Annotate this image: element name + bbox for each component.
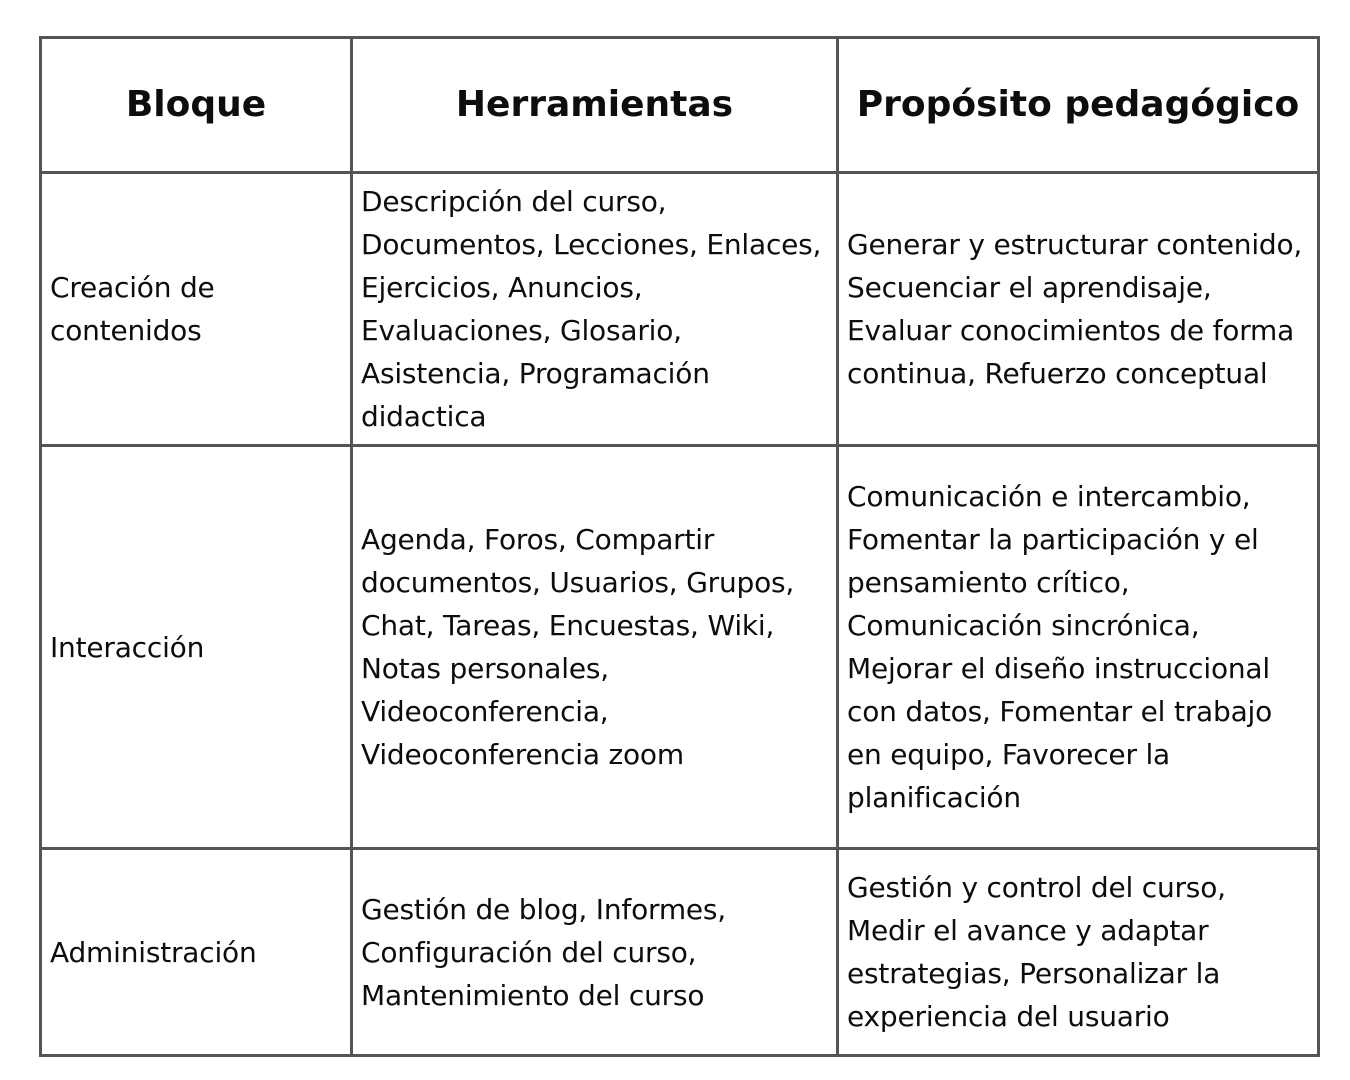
cell-bloque xyxy=(41,849,352,1056)
header-proposito: Propósito pedagógico xyxy=(838,38,1319,173)
cell-proposito xyxy=(838,849,1319,1056)
cell-bloque xyxy=(41,446,352,849)
cell-proposito xyxy=(838,446,1319,849)
header-bloque: Bloque xyxy=(41,38,352,173)
cell-proposito xyxy=(838,173,1319,446)
cell-bloque xyxy=(41,173,352,446)
table-row xyxy=(41,849,1319,1056)
tools-table xyxy=(39,36,1320,1057)
header-herramientas: Herramientas xyxy=(352,38,838,173)
bloque-text: Creación de contenidos xyxy=(50,271,215,347)
herramientas-text: Gestión de blog, Informes, Configuración del curso, Mantenimiento del curso xyxy=(361,892,727,1012)
table-row xyxy=(41,173,1319,446)
proposito-text: Comunicación e intercambio, Fomentar la participación y el pensamiento crítico, Comunicación sincrónica, Mejorar el diseño instruccional con datos, Fomentar el trabajo en equipo, Favorecer la planificación xyxy=(847,480,1273,814)
cell-herramientas xyxy=(352,173,838,446)
cell-herramientas xyxy=(352,849,838,1056)
cell-herramientas xyxy=(352,446,838,849)
header-row xyxy=(41,38,1319,173)
bloque-text: Administración xyxy=(50,935,257,969)
herramientas-text: Agenda, Foros, Compartir documentos, Usuarios, Grupos, Chat, Tareas, Encuestas, Wiki, Notas personales, Videoconferencia, Videoconferencia zoom xyxy=(361,523,795,771)
proposito-text: Gestión y control del curso, Medir el avance y adaptar estrategias, Personalizar la experiencia del usuario xyxy=(847,871,1226,1033)
herramientas-text: Descripción del curso, Documentos, Lecciones, Enlaces, Ejercicios, Anuncios, Evaluaciones, Glosario, Asistencia, Programación didactica xyxy=(361,185,822,433)
bloque-text: Interacción xyxy=(50,630,205,664)
proposito-text: Generar y estructurar contenido, Secuenciar el aprendisaje, Evaluar conocimientos de forma continua, Refuerzo conceptual xyxy=(847,228,1303,390)
table-row xyxy=(41,446,1319,849)
